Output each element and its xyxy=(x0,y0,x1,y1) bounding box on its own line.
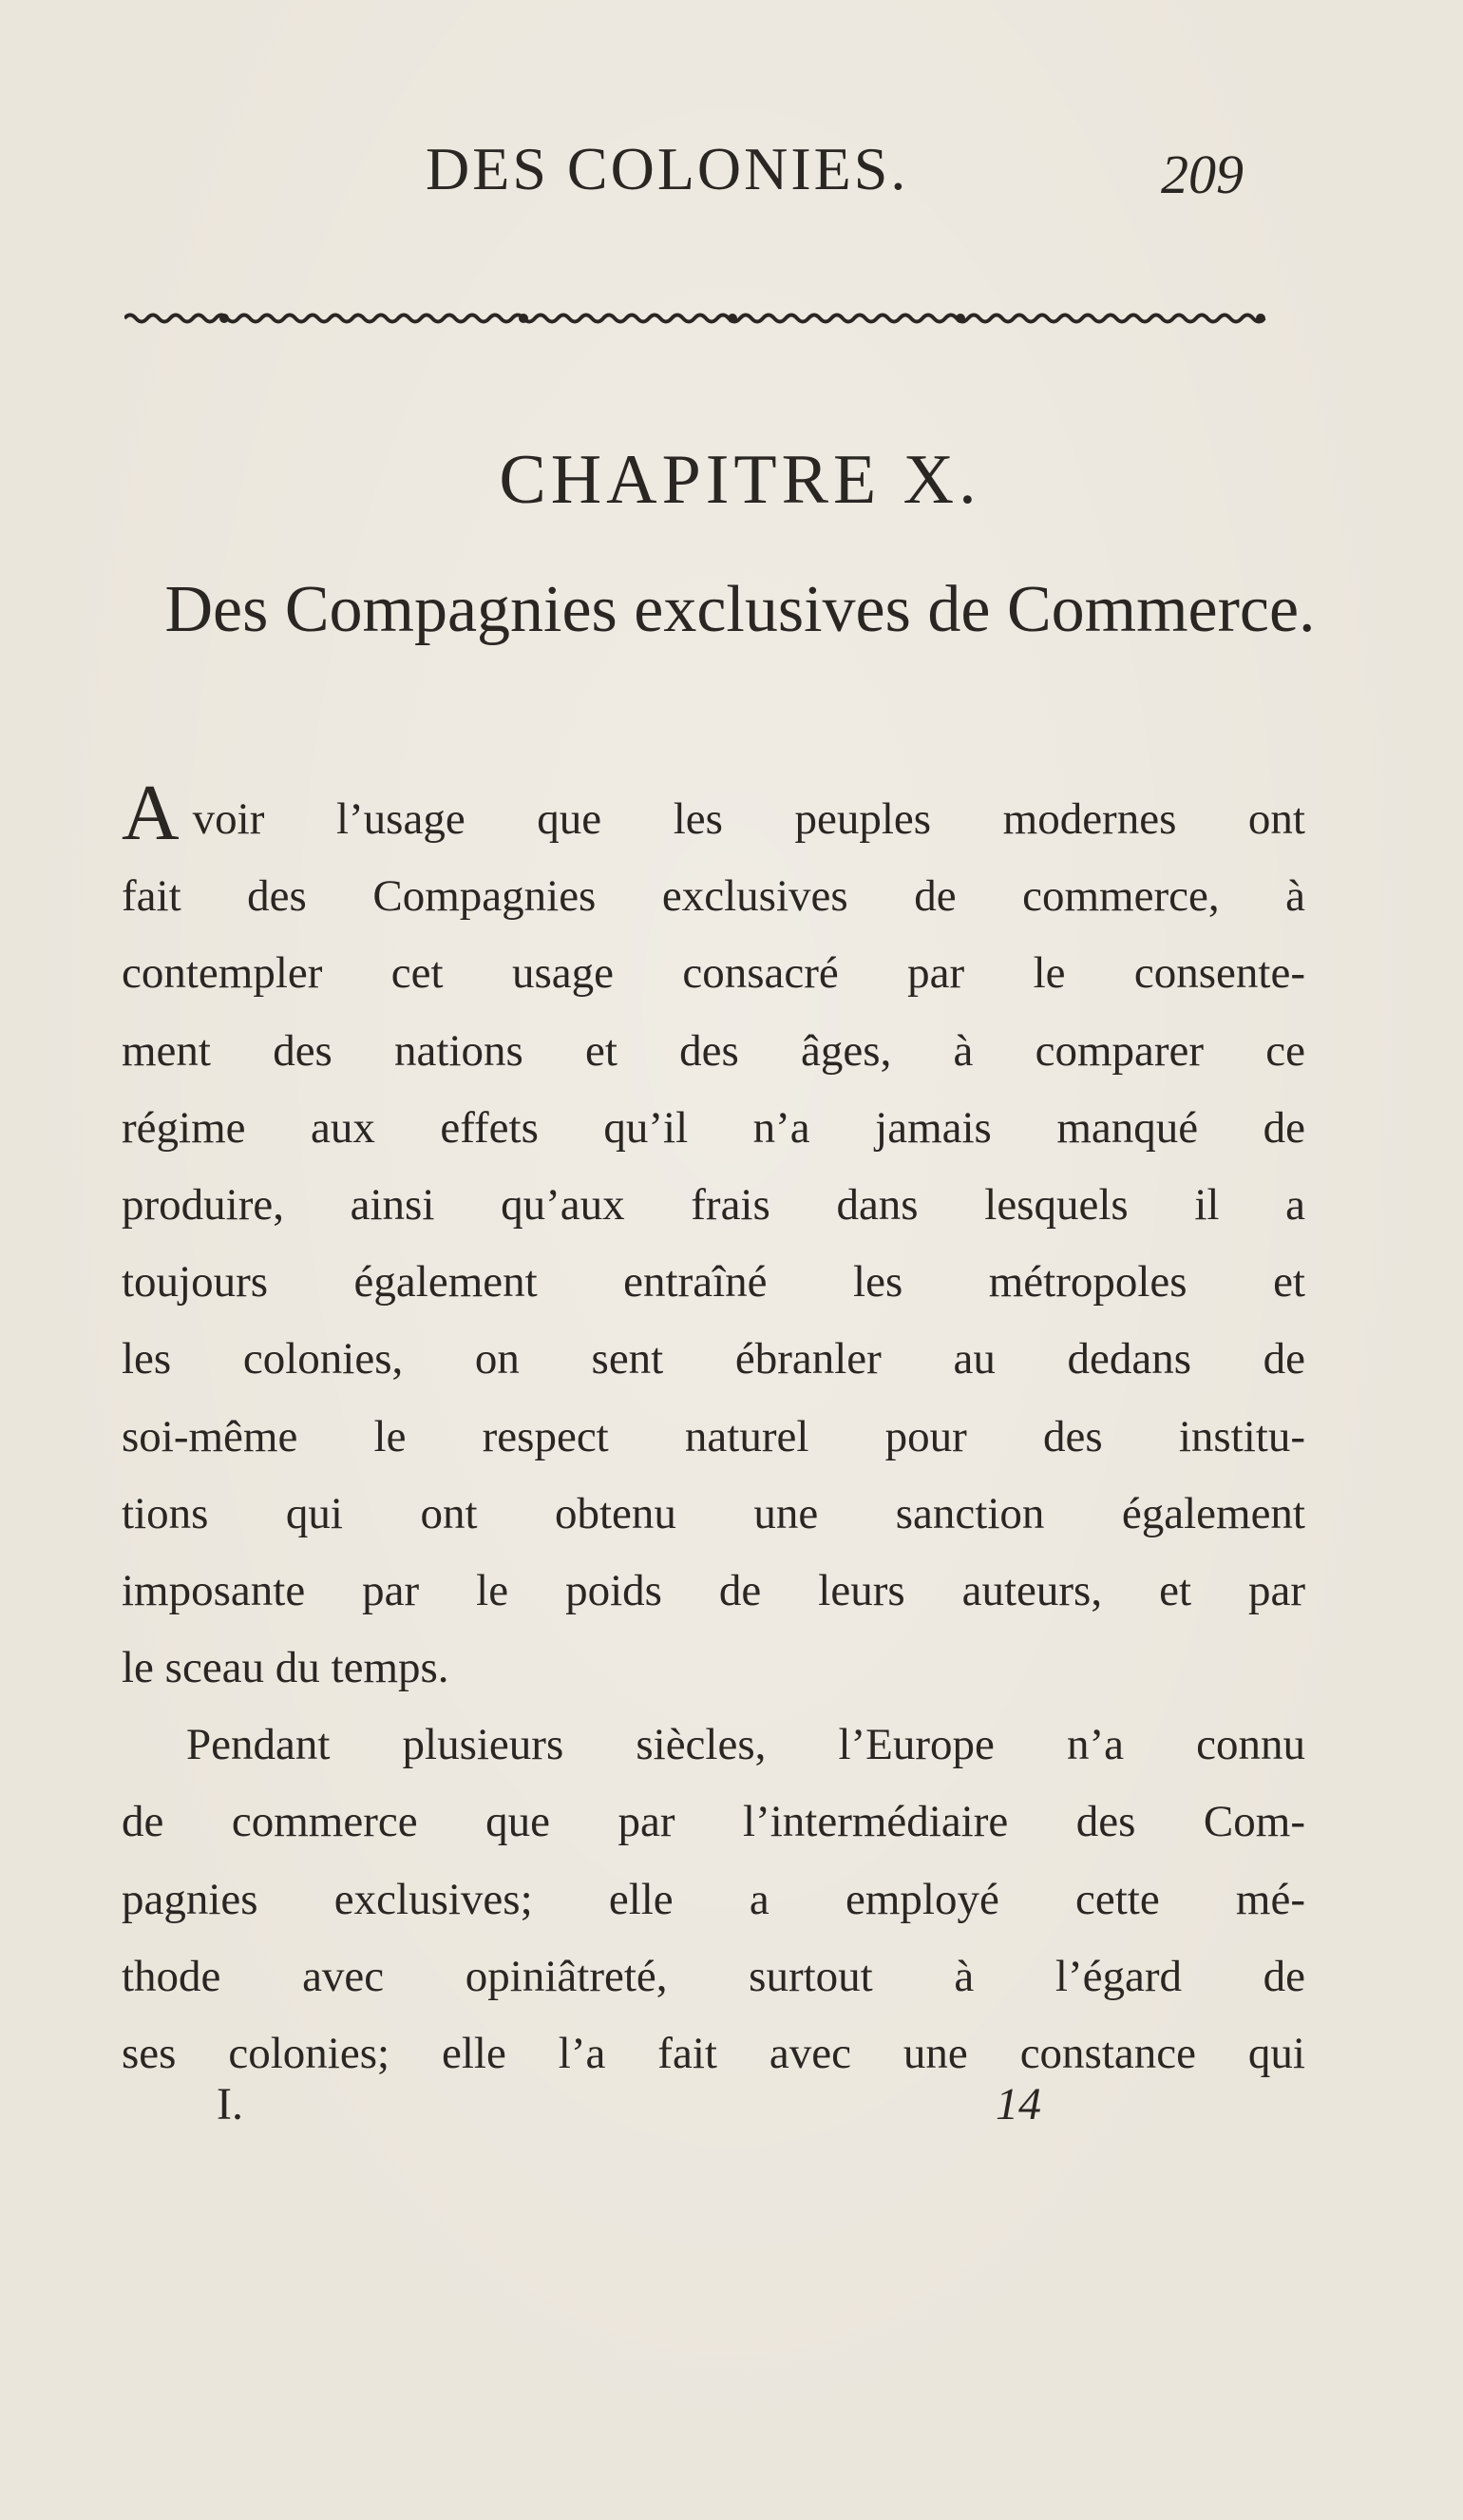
line-text: voir l’usage que les peuples modernes ont xyxy=(192,794,1305,844)
signature-mark: I. xyxy=(217,2079,243,2129)
running-head xyxy=(0,131,1463,207)
running-title: DES COLONIES. xyxy=(426,135,909,202)
text-line: contempler cet usage consacré par le consente- xyxy=(122,948,1305,999)
text-line: les colonies, on sent ébranler au dedans de xyxy=(122,1334,1305,1384)
gathering-number: 14 xyxy=(996,2079,1041,2129)
text-line: fait des Compagnies exclusives de commerce, à xyxy=(122,871,1305,922)
page-number: 209 xyxy=(1161,143,1244,205)
text-line: produire, ainsi qu’aux frais dans lesquels il a xyxy=(122,1179,1305,1230)
text-line: tions qui ont obtenu une sanction également xyxy=(122,1488,1305,1538)
text-line: le sceau du temps. xyxy=(122,1643,449,1693)
text-line: soi-même le respect naturel pour des institu- xyxy=(122,1411,1305,1461)
chapter-title: CHAPITRE X. xyxy=(499,441,981,519)
text-line: imposante par le poids de leurs auteurs, et par xyxy=(122,1565,1305,1615)
text-line: toujours également entraîné les métropoles et xyxy=(122,1257,1305,1308)
body-text xyxy=(122,769,1305,2092)
text-line: pagnies exclusives; elle a employé cette mé- xyxy=(122,1874,1305,1924)
drop-cap: A xyxy=(122,769,180,857)
text-line: régime aux effets qu’il n’a jamais manqué de xyxy=(122,1102,1305,1153)
ornamental-rule xyxy=(124,312,1266,325)
chapter-subtitle: Des Compagnies exclusives de Commerce. xyxy=(164,573,1316,646)
text-line: Pendant plusieurs siècles, l’Europe n’a connu xyxy=(186,1720,1305,1770)
text-line: ses colonies; elle l’a fait avec une constance qui xyxy=(122,2029,1305,2078)
text-line: thode avec opiniâtreté, surtout à l’égard de xyxy=(122,1951,1305,2001)
text-line xyxy=(122,769,1305,858)
text-line: ment des nations et des âges, à comparer ce xyxy=(122,1025,1305,1076)
text-line: de commerce que par l’intermédiaire des Com- xyxy=(122,1797,1305,1847)
